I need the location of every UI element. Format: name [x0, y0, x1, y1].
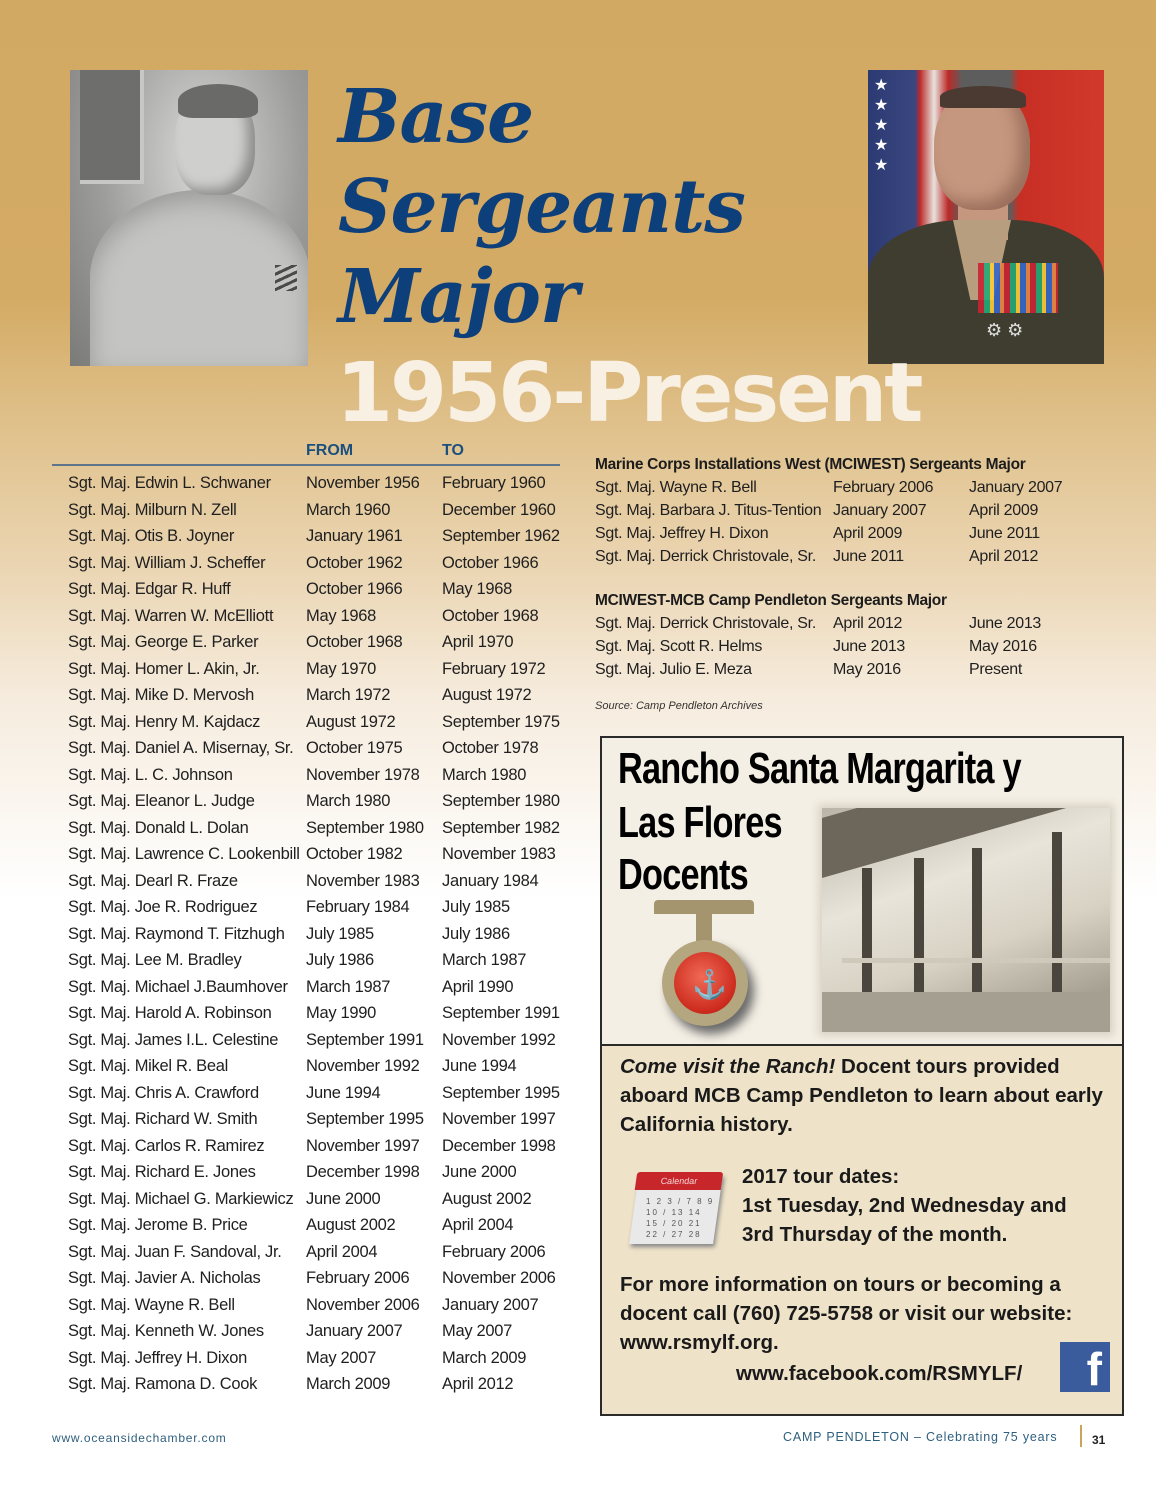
- cell-name: Sgt. Maj. Milburn N. Zell: [68, 500, 237, 519]
- cell-to: December 1998: [442, 1136, 556, 1155]
- cell-from: September 1991: [306, 1030, 424, 1049]
- cell-from: February 2006: [833, 479, 934, 496]
- table-row: [52, 1292, 560, 1319]
- cell-to: August 2002: [442, 1189, 532, 1208]
- cell-name: Sgt. Maj. Richard E. Jones: [68, 1163, 256, 1181]
- cell-to: April 2012: [969, 548, 1039, 565]
- mciwest-mcb-title: MCIWEST-MCB Camp Pendleton Sergeants Major: [595, 592, 947, 609]
- table-row: [52, 894, 560, 921]
- ad-header-panel: [602, 738, 1122, 1046]
- cell-to: September 1982: [442, 818, 560, 837]
- table-row: [52, 550, 560, 577]
- cell-name: Sgt. Maj. Edgar R. Huff: [68, 580, 231, 598]
- cell-to: January 1984: [442, 871, 539, 890]
- cell-to: April 1970: [442, 633, 514, 651]
- cell-name: Sgt. Maj. Mikel R. Beal: [68, 1057, 228, 1075]
- cell-name: Sgt. Maj. Wayne R. Bell: [68, 1295, 235, 1314]
- ad-lead: Come visit the Ranch!: [620, 1055, 836, 1078]
- cell-to: November 2006: [442, 1269, 556, 1287]
- table-row: [52, 576, 560, 603]
- cell-from: May 1968: [306, 606, 377, 625]
- table-row: [52, 1265, 560, 1292]
- cell-name: Sgt. Maj. Henry M. Kajdacz: [68, 712, 261, 731]
- cell-to: November 1992: [442, 1030, 556, 1049]
- ad-headline-line-2: Las Flores: [618, 798, 782, 847]
- cell-name: Sgt. Maj. Otis B. Joyner: [68, 527, 235, 545]
- cell-to: April 1990: [442, 977, 514, 996]
- cell-from: April 2012: [833, 615, 903, 632]
- table-row: [52, 1080, 560, 1107]
- cell-name: Sgt. Maj. Derrick Christovale, Sr.: [595, 615, 816, 632]
- cell-name: Sgt. Maj. Kenneth W. Jones: [68, 1322, 264, 1340]
- cell-name: Sgt. Maj. Donald L. Dolan: [68, 818, 249, 837]
- cell-to: February 1972: [442, 659, 546, 678]
- table-row: [52, 1186, 560, 1213]
- anchor-icon: ⚓: [692, 969, 727, 1000]
- mciwest-section: [595, 456, 1075, 570]
- cell-from: March 2009: [306, 1375, 391, 1393]
- facebook-icon[interactable]: f: [1060, 1342, 1110, 1392]
- cell-name: Sgt. Maj. Lawrence C. Lookenbill: [68, 845, 300, 863]
- table-row: [595, 478, 1075, 501]
- table-row: [52, 947, 560, 974]
- mciwest-mcb-section: [595, 592, 1075, 683]
- cell-from: September 1995: [306, 1110, 424, 1128]
- source-note: Source: Camp Pendleton Archives: [595, 700, 763, 712]
- cell-from: October 1962: [306, 553, 403, 572]
- cell-to: November 1997: [442, 1110, 556, 1128]
- cell-name: Sgt. Maj. Mike D. Mervosh: [68, 686, 254, 704]
- photo-hair: [940, 86, 1026, 108]
- ad-intro-text: [620, 1052, 1116, 1139]
- table-row: [52, 815, 560, 842]
- mciwest-mcb-table-body: [595, 614, 1075, 683]
- table-row: [595, 660, 1075, 683]
- cell-from: November 1978: [306, 765, 420, 784]
- docents-emblem-icon: [654, 900, 754, 1040]
- cell-from: June 2011: [833, 548, 904, 565]
- cell-from: May 2016: [833, 661, 901, 678]
- cell-to: January 2007: [969, 479, 1063, 496]
- cell-to: March 1987: [442, 951, 527, 969]
- cell-from: January 1961: [306, 527, 403, 545]
- cell-from: November 1992: [306, 1057, 420, 1075]
- tour-dates-title: 2017 tour dates:: [742, 1165, 900, 1188]
- table-row: [52, 1318, 560, 1345]
- cell-to: July 1985: [442, 898, 510, 916]
- table-row: [595, 547, 1075, 570]
- cell-from: March 1960: [306, 500, 391, 519]
- ribbon-rack-icon: [978, 263, 1058, 313]
- current-sergeant-major-portrait-photo: [868, 70, 1104, 364]
- cell-to: June 2000: [442, 1163, 517, 1181]
- cell-from: August 2002: [306, 1216, 396, 1234]
- photo-ground: [822, 992, 1110, 1032]
- table-row: [595, 614, 1075, 637]
- column-header-to: TO: [442, 442, 464, 459]
- cell-name: Sgt. Maj. Ramona D. Cook: [68, 1375, 258, 1393]
- ad-contact-info: For more information on tours or becoming a docent call (760) 725-5758 or visit our website: www.rsmylf.org.: [620, 1273, 1073, 1354]
- cell-to: October 1968: [442, 606, 539, 625]
- cell-from: October 1968: [306, 633, 403, 651]
- cell-from: October 1975: [306, 739, 403, 757]
- table-row: [52, 868, 560, 895]
- cell-to: May 2016: [969, 638, 1037, 655]
- cell-from: October 1966: [306, 580, 403, 598]
- cell-to: November 1983: [442, 845, 556, 863]
- cell-to: April 2012: [442, 1375, 514, 1393]
- ad-headline-line-1: Rancho Santa Margarita y: [618, 744, 1021, 793]
- tour-dates-line-1: 1st Tuesday, 2nd Wednesday and: [742, 1194, 1067, 1217]
- rank-chevron-icon: [275, 265, 297, 291]
- footer-publication-title: CAMP PENDLETON – Celebrating 75 years: [783, 1430, 1058, 1444]
- cell-to: October 1978: [442, 739, 539, 757]
- footer-website-link[interactable]: www.oceansidechamber.com: [52, 1431, 227, 1445]
- table-row: [52, 1027, 560, 1054]
- table-row: [52, 1345, 560, 1372]
- cell-name: Sgt. Maj. Warren W. McElliott: [68, 606, 274, 625]
- cell-to: September 1962: [442, 527, 560, 545]
- cell-to: May 1968: [442, 580, 513, 598]
- cell-name: Sgt. Maj. Jerome B. Price: [68, 1216, 248, 1234]
- table-row: [52, 1212, 560, 1239]
- table-row: [52, 497, 560, 524]
- cell-name: Sgt. Maj. Barbara J. Titus-Tention: [595, 502, 822, 519]
- table-row: [52, 1159, 560, 1186]
- table-row: [52, 735, 560, 762]
- cell-from: May 2007: [306, 1348, 377, 1367]
- table-row: [52, 841, 560, 868]
- photo-rail: [842, 958, 1110, 963]
- flag-stars-icon: ★ ★ ★ ★ ★: [874, 77, 889, 174]
- cell-name: Sgt. Maj. George E. Parker: [68, 633, 259, 651]
- cell-name: Sgt. Maj. Julio E. Meza: [595, 661, 752, 678]
- cell-from: April 2009: [833, 525, 903, 542]
- cell-name: Sgt. Maj. L. C. Johnson: [68, 765, 233, 784]
- cell-from: January 2007: [833, 502, 927, 519]
- cell-name: Sgt. Maj. Michael J.Baumhover: [68, 977, 288, 996]
- marksmanship-badges-icon: ⚙ ⚙: [986, 320, 1024, 340]
- cell-from: March 1980: [306, 792, 391, 810]
- tour-dates: [742, 1162, 1067, 1249]
- cell-from: May 1990: [306, 1004, 377, 1022]
- cell-from: June 1994: [306, 1083, 381, 1102]
- table-row: [52, 523, 560, 550]
- historical-portrait-photo: [70, 70, 308, 366]
- facebook-link[interactable]: www.facebook.com/RSMYLF/: [736, 1362, 1023, 1385]
- cell-from: September 1980: [306, 818, 424, 837]
- cell-from: June 2013: [833, 638, 906, 655]
- page-number: 31: [1092, 1433, 1106, 1447]
- cell-to: January 2007: [442, 1295, 539, 1314]
- cell-name: Sgt. Maj. Jeffrey H. Dixon: [68, 1348, 247, 1367]
- table-row: [595, 524, 1075, 547]
- cell-to: April 2009: [969, 502, 1039, 519]
- cell-name: Sgt. Maj. Edwin L. Schwaner: [68, 474, 271, 492]
- cell-name: Sgt. Maj. James I.L. Celestine: [68, 1030, 279, 1049]
- cell-to: June 2011: [969, 525, 1040, 542]
- table-row: [52, 470, 560, 497]
- table-row: [52, 629, 560, 656]
- cell-from: June 2000: [306, 1189, 381, 1208]
- cell-from: November 1956: [306, 474, 420, 492]
- table-row: [595, 637, 1075, 660]
- cell-to: April 2004: [442, 1216, 514, 1234]
- cell-from: May 1970: [306, 659, 377, 678]
- ad-headline-line-3: Docents: [618, 850, 748, 899]
- cell-name: Sgt. Maj. Carlos R. Ramirez: [68, 1136, 265, 1155]
- photo-window-detail: [80, 70, 144, 184]
- cell-from: December 1998: [306, 1163, 420, 1181]
- mciwest-title: Marine Corps Installations West (MCIWEST) Sergeants Major: [595, 456, 1026, 473]
- cell-name: Sgt. Maj. Jeffrey H. Dixon: [595, 525, 769, 542]
- table-row: [52, 1371, 560, 1398]
- cell-to: February 1960: [442, 474, 546, 492]
- cell-from: July 1985: [306, 924, 374, 943]
- table-row: [52, 788, 560, 815]
- table-row: [52, 921, 560, 948]
- cell-name: Sgt. Maj. Richard W. Smith: [68, 1110, 258, 1128]
- cell-name: Sgt. Maj. Derrick Christovale, Sr.: [595, 548, 816, 565]
- photo-post: [1052, 832, 1062, 1018]
- cell-from: March 1972: [306, 686, 391, 704]
- footer-divider: [1080, 1425, 1082, 1447]
- table-row: [52, 1133, 560, 1160]
- cell-from: August 1972: [306, 712, 396, 731]
- cell-from: January 2007: [306, 1322, 403, 1340]
- table-row: [52, 1239, 560, 1266]
- cell-name: Sgt. Maj. Wayne R. Bell: [595, 479, 757, 496]
- cell-name: Sgt. Maj. Daniel A. Misernay, Sr.: [68, 739, 294, 757]
- cell-name: Sgt. Maj. Harold A. Robinson: [68, 1004, 272, 1022]
- table-row: [52, 682, 560, 709]
- cell-from: February 2006: [306, 1269, 410, 1287]
- title-line-3: Major: [338, 254, 578, 340]
- cell-name: Sgt. Maj. Juan F. Sandoval, Jr.: [68, 1242, 282, 1261]
- photo-hair: [178, 84, 258, 118]
- cell-to: June 1994: [442, 1057, 517, 1075]
- cell-to: September 1975: [442, 712, 560, 731]
- cell-to: May 2007: [442, 1322, 513, 1340]
- cell-name: Sgt. Maj. Homer L. Akin, Jr.: [68, 659, 260, 678]
- cell-to: June 2013: [969, 615, 1042, 632]
- table-body: [52, 470, 560, 1398]
- cell-from: July 1986: [306, 951, 374, 969]
- title-line-2: Sergeants: [338, 164, 745, 250]
- table-row: [52, 656, 560, 683]
- cell-from: November 1983: [306, 871, 420, 890]
- cell-from: March 1987: [306, 977, 391, 996]
- cell-name: Sgt. Maj. Scott R. Helms: [595, 638, 763, 655]
- cell-name: Sgt. Maj. Chris A. Crawford: [68, 1083, 259, 1102]
- base-sergeants-major-table: [52, 440, 560, 1398]
- cell-name: Sgt. Maj. Michael G. Markiewicz: [68, 1189, 294, 1208]
- page-title: [338, 72, 745, 342]
- cell-to: December 1960: [442, 500, 556, 519]
- mciwest-table-body: [595, 478, 1075, 570]
- cell-to: February 2006: [442, 1242, 546, 1261]
- cell-to: March 1980: [442, 765, 527, 784]
- cell-to: September 1991: [442, 1004, 560, 1022]
- ad-intro: Docent tours provided aboard MCB Camp Pendleton to learn about early California history.: [620, 1055, 1103, 1136]
- cell-to: September 1980: [442, 792, 560, 810]
- table-row: [52, 974, 560, 1001]
- column-header-from: FROM: [306, 442, 354, 459]
- table-row: [52, 1053, 560, 1080]
- table-row: [52, 603, 560, 630]
- calendar-icon: Calendar 1 2 3 / 7 8 9 10 / 13 14 15 / 20 21 22 / 27 28: [630, 1166, 726, 1250]
- table-row: [595, 501, 1075, 524]
- table-row: [52, 1000, 560, 1027]
- cell-from: November 2006: [306, 1295, 420, 1314]
- title-line-1: Base: [338, 74, 534, 160]
- table-row: [52, 1106, 560, 1133]
- cell-name: Sgt. Maj. Joe R. Rodriguez: [68, 898, 258, 916]
- cell-name: Sgt. Maj. Eleanor L. Judge: [68, 792, 255, 810]
- cell-from: October 1982: [306, 845, 403, 863]
- ranch-house-photo: [822, 808, 1110, 1032]
- title-years: 1956-Present: [336, 346, 921, 441]
- cell-name: Sgt. Maj. Raymond T. Fitzhugh: [68, 924, 285, 943]
- cell-name: Sgt. Maj. Lee M. Bradley: [68, 951, 242, 969]
- docents-advertisement: [600, 736, 1124, 1416]
- cell-to: October 1966: [442, 553, 539, 572]
- cell-from: April 2004: [306, 1242, 378, 1261]
- cell-to: September 1995: [442, 1083, 560, 1102]
- tour-dates-line-2: 3rd Thursday of the month.: [742, 1223, 1008, 1246]
- cell-name: Sgt. Maj. Javier A. Nicholas: [68, 1269, 261, 1287]
- table-row: [52, 709, 560, 736]
- cell-from: November 1997: [306, 1136, 420, 1155]
- cell-to: July 1986: [442, 924, 510, 943]
- cell-name: Sgt. Maj. Dearl R. Fraze: [68, 871, 238, 890]
- cell-to: Present: [969, 661, 1023, 678]
- cell-from: February 1984: [306, 898, 410, 916]
- cell-to: August 1972: [442, 686, 532, 704]
- cell-name: Sgt. Maj. William J. Scheffer: [68, 553, 266, 572]
- table-row: [52, 762, 560, 789]
- table-header: [52, 440, 560, 466]
- cell-to: March 2009: [442, 1348, 527, 1367]
